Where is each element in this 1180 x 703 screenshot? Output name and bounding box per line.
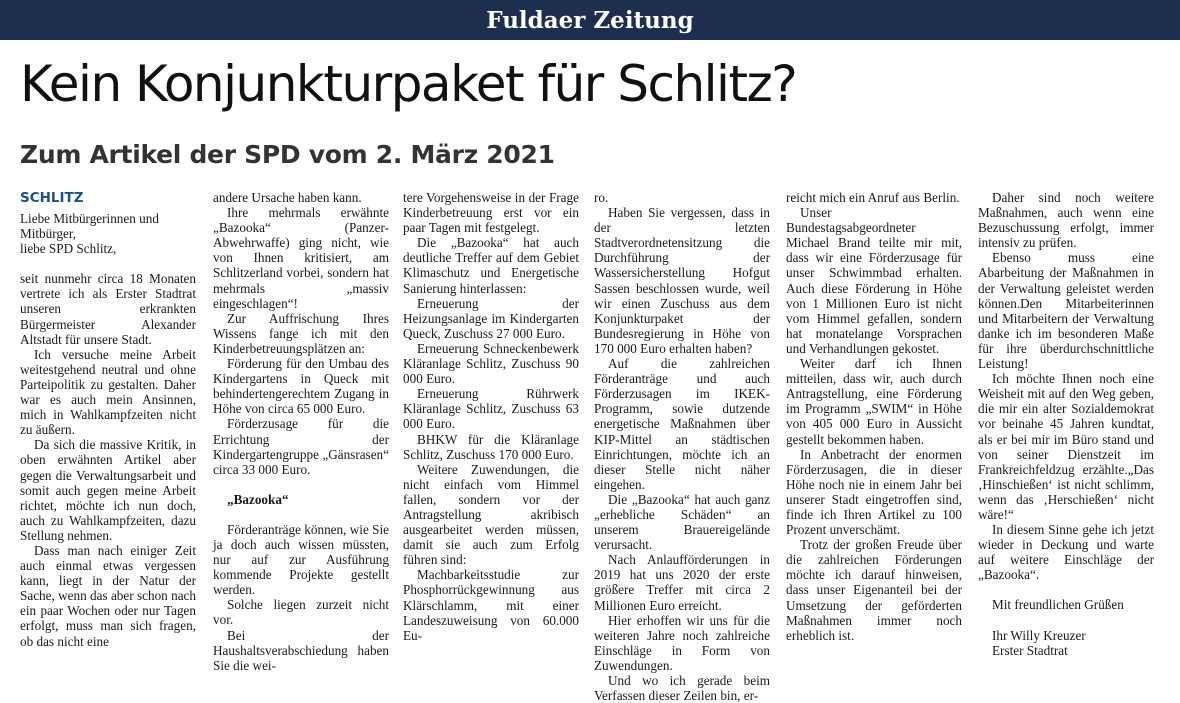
paragraph: Hier erhoffen wir uns für die weiteren Jahre noch zahlreiche Einschläge in Form von Zuwendungen. [594,612,770,673]
article-column-4 [594,190,770,703]
paragraph: Ich versuche meine Arbeit weitestgehend neutral und ohne Parteipolitik zu gestalten. Daher war es auch mein Ansinnen, mich in Wahlkampfzeiten nicht zu äußern. [20,346,196,438]
paragraph: In diesem Sinne gehe ich jetzt wieder in Deckung und warte auf weitere Einschläge der „Bazooka“. [978,522,1154,583]
salutation: liebe SPD Schlitz, [20,241,117,257]
paragraph: tere Vorgehensweise in der Frage Kinderbetreuung erst vor ein paar Tagen mit festgelegt. [403,190,579,236]
paragraph: Daher sind noch weitere Maßnahmen, auch wenn eine Bezuschussung erfolgt, immer intensiv zu prüfen. [978,190,1154,251]
headline: Kein Konjunkturpaket für Schlitz? [20,55,797,113]
paragraph: Nach Anlaufförderungen in 2019 hat uns 2020 der erste größere Treffer mit circa 2 Millionen Euro erreicht. [594,552,770,613]
article-column-5 [786,190,962,643]
paragraph: Erneuerung Schneckenbewerk Kläranlage Schlitz, Zuschuss 90 000 Euro. [403,340,579,387]
author-title: Erster Stadtrat [992,642,1068,658]
paragraph: Förderzusage für die Errichtung der Kindergartengruppe „Gänsrasen“ circa 33 000 Euro. [213,416,389,477]
paragraph: Unser Bundestagsabgeordneter Michael Brand teilte mir mit, dass wir eine Förderzusage für unser Schwimmbad erhalten. Auch diese Förderung in Höhe von 1 Millionen Euro ist nicht vom Himmel gefallen, sondern hat monatelange Vorsprachen und Verhandlungen gekostet. [786,205,962,356]
paragraph: Weiter darf ich Ihnen mitteilen, dass wir, auch durch Antragstellung, eine Förderung im Programm „SWIM“ in Höhe von 405 000 Euro in Aussicht gestellt bekommen haben. [786,356,962,447]
paragraph: Auf die zahlreichen Förderanträge und auch Förderzusagen im IKEK-Programm, sowie dutzende energetische Maßnahmen über KIP-Mittel an städtischen Einrichtungen, möchte ich an dieser Stelle nicht näher eingehen. [594,356,770,492]
article-column-1 [20,190,196,649]
paragraph: Erneuerung der Heizungsanlage im Kindergarten Queck, Zuschuss 27 000 Euro. [403,295,579,341]
author-name: Ihr Willy Kreuzer [992,627,1086,643]
paragraph: Zur Auffrischung Ihres Wissens fange ich mit den Kinderbetreuungsplätzen an: [213,310,389,356]
paragraph: reicht mich ein Anruf aus Berlin. [786,190,960,205]
paragraph: Trotz der großen Freude über die zahlreichen Förderungen möchte ich darauf hinweisen, dass unser Eigenanteil bei der Umsetzung der geförderten Maßnahmen immer noch erheblich ist. [786,537,962,643]
paragraph: Da sich die massive Kritik, in oben erwähnten Artikel aber gegen die Verwaltungsarbeit und somit auch gegen meine Arbeit richtet, möchte ich nun doch, auch zu Wahlkampfzeiten, dazu Stellung nehmen. [20,437,196,543]
masthead [0,0,1180,40]
salutation: Liebe Mitbürgerinnen und Mitbürger, [20,211,159,242]
paragraph: Und wo ich gerade beim Verfassen dieser Zeilen bin, er- [594,673,770,703]
spacer [213,507,389,522]
newspaper-name: Fuldaer Zeitung [486,6,694,34]
paragraph: Förderung für den Umbau des Kindergartens in Queck mit behindertengerechtem Zugang in Höhe von circa 65 000 Euro. [213,356,389,417]
paragraph: BHKW für die Kläranlage Schlitz, Zuschuss 170 000 Euro. [403,431,579,462]
spacer [20,256,196,271]
paragraph: Förderanträge können, wie Sie ja doch auch wissen müssten, nur auf zur Ausführung kommende Projekte gestellt werden. [213,521,389,598]
paragraph: Machbarkeitsstudie zur Phosphorrückgewinnung aus Klärschlamm, mit einer Landeszuweisung von 60.000 Eu- [403,567,579,643]
paragraph: Dass man nach einiger Zeit auch einmal etwas vergessen kann, liegt in der Natur der Sache, wenn das aber schon nach ein paar Wochen oder nur Tagen erfolgt, muss man sich fragen, ob das nicht eine [20,542,196,649]
paragraph: Bei der Haushaltsverabschiedung haben Sie die wei- [213,627,389,673]
subheadline: Zum Artikel der SPD vom 2. März 2021 [20,140,555,169]
paragraph: andere Ursache haben kann. [213,190,362,205]
article-column-6 [978,190,1154,658]
paragraph: Die „Bazooka“ hat auch deutliche Treffer auf dem Gebiet Klimaschutz und Energetische Sanierung hinterlassen: [403,235,579,296]
paragraph: seit nunmehr circa 18 Monaten vertrete ich als Erster Stadtrat unseren erkrankten Bürgermeister Alexander Altstadt für unsere Stadt. [20,271,196,347]
paragraph: In Anbetracht der enormen Förderzusagen, die in dieser Höhe noch nie in einem Jahr bei unserer Stadt eingetroffen sind, finde ich Ihren Artikel zu 100 Prozent unverschämt. [786,446,962,538]
paragraph: Erneuerung Rührwerk Kläranlage Schlitz, Zuschuss 63 000 Euro. [403,386,579,432]
spacer [213,477,389,492]
paragraph: ro. [594,190,609,205]
paragraph: Ich möchte Ihnen noch eine Weisheit mit auf den Weg geben, die mir ein alter Sozialdemokrat vor beinahe 45 Jahren kundtat, als er bei mir im Büro stand und von seiner Dienstzeit im Frankreichfeldzug erzählte.„Das ‚Hinschießen‘ ist nicht schlimm, wenn das ‚Herschießen‘ nicht wäre!“ [978,371,1154,522]
spacer [978,582,1154,597]
spacer [978,613,1154,628]
paragraph: Die „Bazooka“ hat auch ganz „erhebliche Schäden“ an unserem Brauereigelände verursacht. [594,491,770,553]
paragraph: Haben Sie vergessen, dass in der letzten Stadtverordnetensitzung die Durchführung der Wassersicherstellung Hofgut Sassen beschlossen wurde, weil wir einen Zuschuss aus dem Konjunkturpaket der Bundesregierung in Höhe von 170 000 Euro erhalten haben? [594,205,770,356]
article-column-3 [403,190,579,643]
paragraph: Ihre mehrmals erwähnte „Bazooka“ (Panzer-Abwehrwaffe) ging nicht, wie von Ihnen kritisiert, am Schlitzerland vorbei, sondern hat mehrmals „massiv eingeschlagen“! [213,205,389,311]
location-kicker: SCHLITZ [20,190,84,206]
paragraph: Solche liegen zurzeit nicht vor. [213,597,389,628]
closing: Mit freundlichen Grüßen [992,597,1124,613]
subheading: „Bazooka“ [227,491,289,507]
article-column-2 [213,190,389,673]
paragraph: Ebenso muss eine Abarbeitung der Maßnahmen in der Verwaltung geleistet werden können.Den Mitarbeiterinnen und Mitarbeitern der Verwaltung danke ich im besonderen Maße für ihre überdurchschnittliche Leistung! [978,250,1154,372]
paragraph: Weitere Zuwendungen, die nicht einfach vom Himmel fallen, sondern vor der Antragstellung akribisch ausgearbeitet werden müssen, damit sie auch zum Erfolg führen sind: [403,461,579,568]
